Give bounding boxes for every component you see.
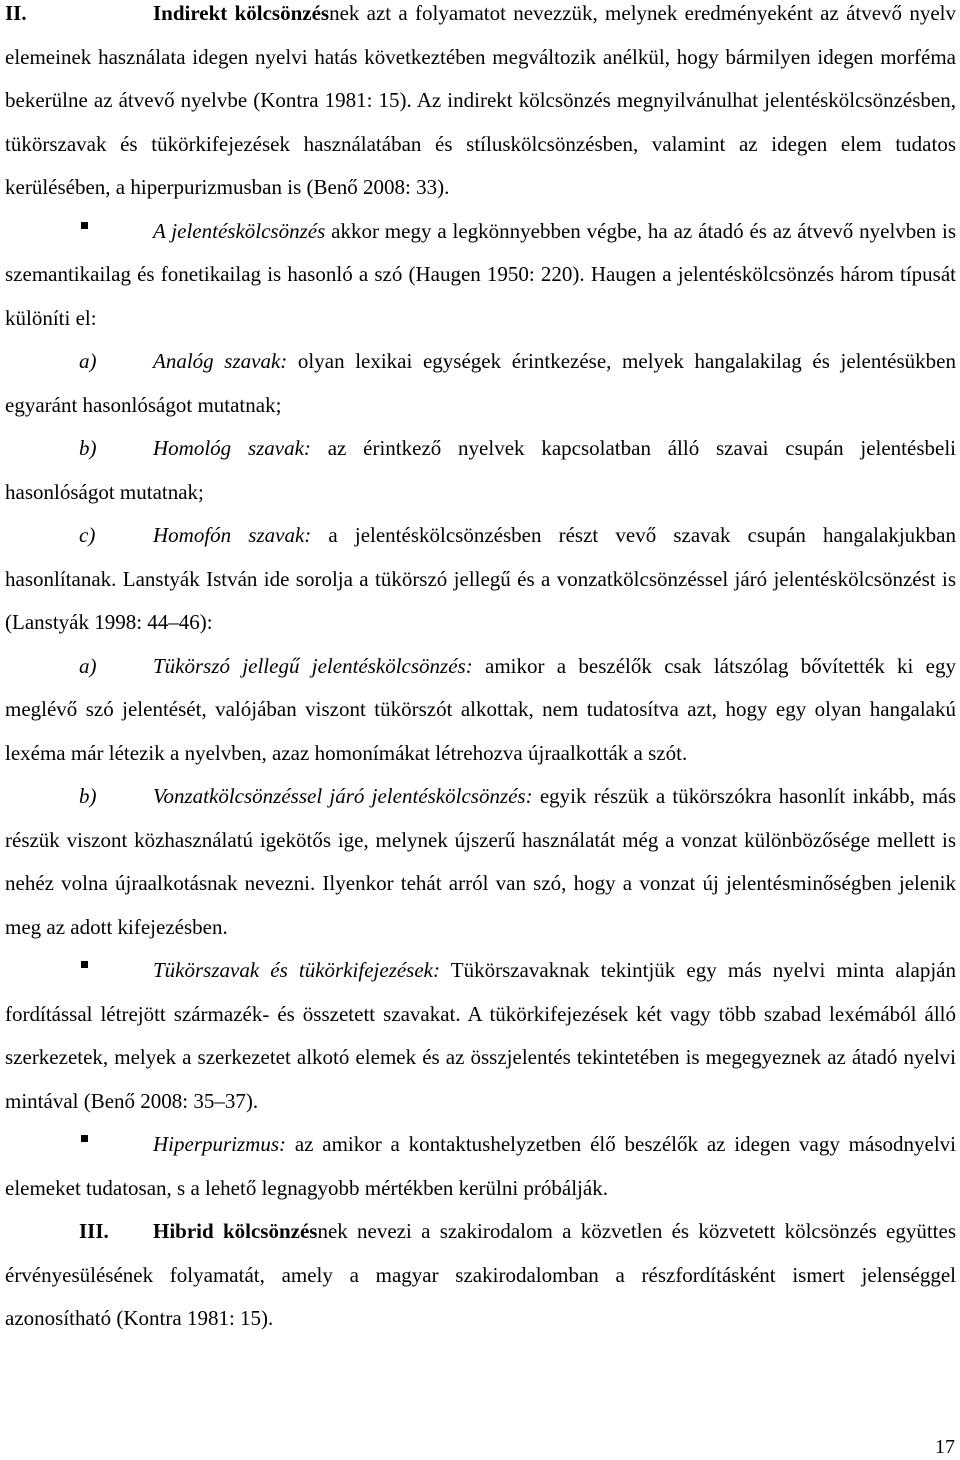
square-bullet-icon <box>81 222 88 229</box>
bullet-term: A jelentéskölcsönzés <box>153 218 326 243</box>
bullet-text: akkor megy a legkönnyebben végbe, ha az átadó és az átvevő nyelvben is szemantikailag és fonetikailag is hasonló a szó (Haugen 1950: 220). Haugen a jelentéskölcsönzés három típusát különíti el: <box>5 218 956 330</box>
section-number: II. <box>5 1 27 25</box>
list-label: c) <box>79 523 96 547</box>
list-text: a jelentéskölcsönzésben részt vevő szavak csupán hangalakjukban hasonlítanak. Lanstyák István ide sorolja a tükörszó jellegű és a vonzatkölcsönzéssel járó jelentéskölcsönzést is (Lanstyák 1998: 44–46): <box>5 523 956 634</box>
haugen-type-b <box>5 427 956 514</box>
lanstyak-type-a <box>5 645 956 776</box>
list-label: a) <box>79 349 97 373</box>
bullet-term: Hiperpurizmus: <box>153 1132 287 1156</box>
section-term: Indirekt kölcsönzés <box>153 1 330 25</box>
bullet-term: Tükörszavak és tükörkifejezések: <box>153 958 440 982</box>
list-term: Homofón szavak: <box>153 523 312 547</box>
page-number: 17 <box>935 1436 955 1458</box>
list-text: amikor a beszélők csak látszólag bővítették ki egy meglévő szó jelentését, valójában viszont tükörszót alkottak, nem tudatosítva azt, hogy egy olyan hangalakú lexéma már létezik a nyelvben, azaz homonímákat létrehozva újraalkották a szót. <box>5 653 956 765</box>
list-text: olyan lexikai egységek érintkezése, melyek hangalakilag és jelentésükben egyaránt hasonlóságot mutatnak; <box>5 349 956 417</box>
list-label: b) <box>79 436 97 460</box>
list-text: egyik részük a tükörszókra hasonlít inkább, más részük viszont közhasználatú igekötős ige, melynek újszerű használatát még a vonzat különbözősége mellett is nehéz volna újraalkotásnak nevezni. Ilyenkor tehát arról van szó, hogy a vonzat új jelentésminőségben jelenik meg az adott kifejezésben. <box>5 784 956 939</box>
page-body <box>5 0 956 1341</box>
haugen-type-a <box>5 340 956 427</box>
square-bullet-icon <box>81 961 88 968</box>
bullet-paragraph-tukorszavak <box>5 949 956 1123</box>
list-term: Analóg szavak: <box>153 349 288 373</box>
haugen-type-c <box>5 514 956 645</box>
square-bullet-icon <box>81 1135 88 1142</box>
bullet-text: az amikor a kontaktushelyzetben élő beszélők az idegen vagy másodnyelvi elemeket tudatosan, s a lehető legnagyobb mértékben kerülni próbálják. <box>5 1132 956 1200</box>
section-term: Hibrid kölcsönzés <box>153 1219 318 1243</box>
bullet-text: Tükörszavaknak tekintjük egy más nyelvi minta alapján fordítással létrejött származék- és összetett szavakat. A tükörkifejezések két vagy több szabad lexémából álló szerkezetek, melyek a szerkezetet alkotó elemek és az összjelentés tekintetében is megegyeznek az átadó nyelvi mintával (Benő 2008: 35–37). <box>5 958 957 1113</box>
list-text: az érintkező nyelvek kapcsolatban álló szavai csupán jelentésbeli hasonlóságot mutatnak; <box>5 436 956 504</box>
section-number: III. <box>79 1219 109 1243</box>
list-term: Homológ szavak: <box>153 436 311 460</box>
section-text: nek nevezi a szakirodalom a közvetlen és közvetett kölcsönzés együttes érvényesülésének folyamatát, amely a magyar szakirodalomban a részfordításként ismert jelenséggel azonosítható (Kontra 1981: 15). <box>5 1219 956 1330</box>
list-term: Vonzatkölcsönzéssel járó jelentéskölcsönzés: <box>153 784 533 808</box>
section-text: nek azt a folyamatot nevezzük, melynek eredményeként az átvevő nyelv elemeinek használata idegen nyelvi hatás következtében megváltozik anélkül, hogy bármilyen idegen morféma bekerülne az átvevő nyelvbe (Kontra 1981: 15). Az indirekt kölcsönzés megnyilvánulhat jelentéskölcsönzésben, tükörszavak és tükörkifejezések használatában és stíluskölcsönzésben, valamint az idegen elem tudatos kerülésében, a hiperpurizmusban is (Benő 2008: 33). <box>5 1 956 199</box>
section-iii-paragraph <box>5 1210 956 1341</box>
bullet-paragraph-jelenteskolcsonzes <box>5 210 956 341</box>
lanstyak-type-b <box>5 775 956 949</box>
list-label: a) <box>79 653 97 678</box>
bullet-paragraph-hiperpurizmus <box>5 1123 956 1210</box>
list-label: b) <box>79 784 97 808</box>
list-term: Tükörszó jellegű jelentéskölcsönzés: <box>153 653 473 678</box>
section-ii-paragraph <box>5 0 956 210</box>
